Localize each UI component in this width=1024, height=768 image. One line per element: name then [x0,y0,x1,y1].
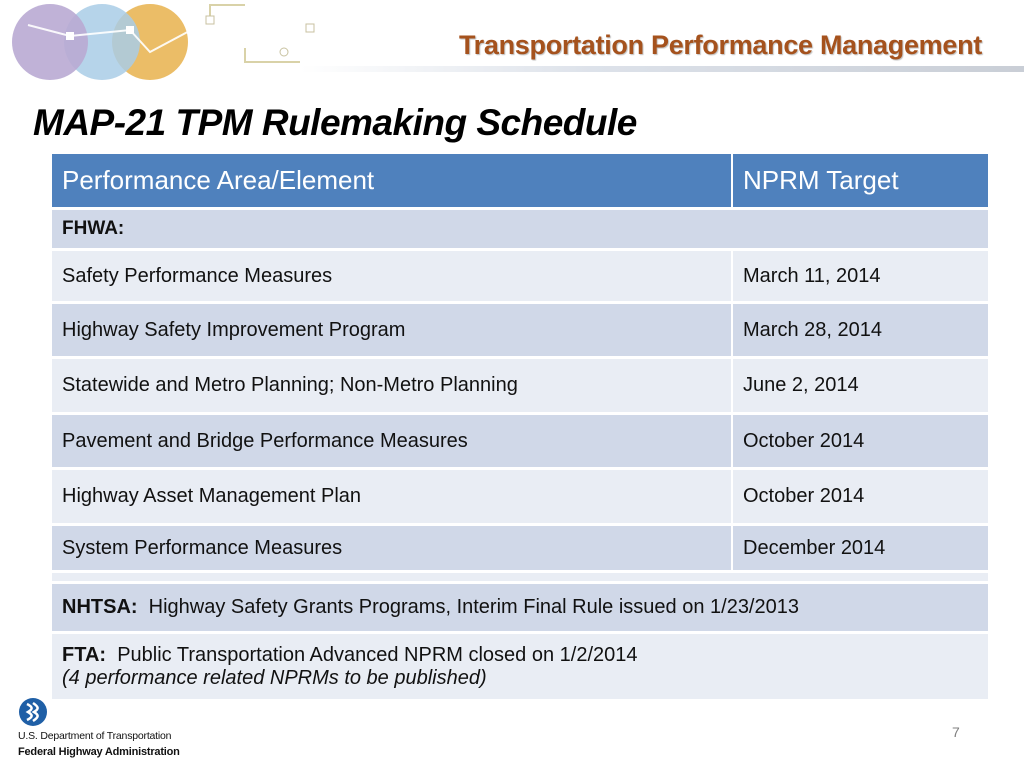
area-cell: Highway Asset Management Plan [52,470,733,523]
table-row [52,415,988,470]
target-cell: December 2014 [733,526,988,570]
nhtsa-row [52,584,988,634]
table-row [52,526,988,573]
section-label: FHWA: [52,210,988,248]
target-cell: October 2014 [733,415,988,467]
target-cell: October 2014 [733,470,988,523]
nhtsa-text: Highway Safety Grants Programs, Interim Final Rule issued on 1/23/2013 [148,596,799,618]
fta-row [52,634,988,702]
target-cell: June 2, 2014 [733,359,988,412]
area-cell: System Performance Measures [52,526,733,570]
agency-name: Federal Highway Administration [18,746,180,758]
fta-cell [52,634,988,699]
target-cell: March 28, 2014 [733,304,988,356]
column-header-area: Performance Area/Element [52,154,733,207]
header-band [0,0,1024,88]
dot-name: U.S. Department of Transportation [18,730,172,742]
nhtsa-cell [52,584,988,631]
slide-title: MAP-21 TPM Rulemaking Schedule [33,102,637,143]
table-spacer [52,573,988,584]
page-number: 7 [952,724,960,740]
table-row [52,251,988,304]
header-title: Transportation Performance Management [458,30,982,60]
area-cell: Pavement and Bridge Performance Measures [52,415,733,467]
column-header-target: NPRM Target [733,154,988,207]
nhtsa-label: NHTSA: [62,596,138,618]
table-row [52,304,988,359]
fta-note: (4 performance related NPRMs to be published) [62,666,487,689]
table-row [52,470,988,526]
table-row [52,359,988,415]
table-header-row [52,154,988,210]
dot-logo-icon [18,697,48,732]
header-decoration-graphic [0,0,330,88]
target-cell: March 11, 2014 [733,251,988,301]
schedule-table [52,154,988,702]
area-cell: Highway Safety Improvement Program [52,304,733,356]
area-cell: Statewide and Metro Planning; Non-Metro Planning [52,359,733,412]
section-row-fhwa [52,210,988,251]
area-cell: Safety Performance Measures [52,251,733,301]
fta-text: Public Transportation Advanced NPRM closed on 1/2/2014 [117,643,638,666]
header-divider-line [300,66,1024,72]
fta-label: FTA: [62,643,107,666]
